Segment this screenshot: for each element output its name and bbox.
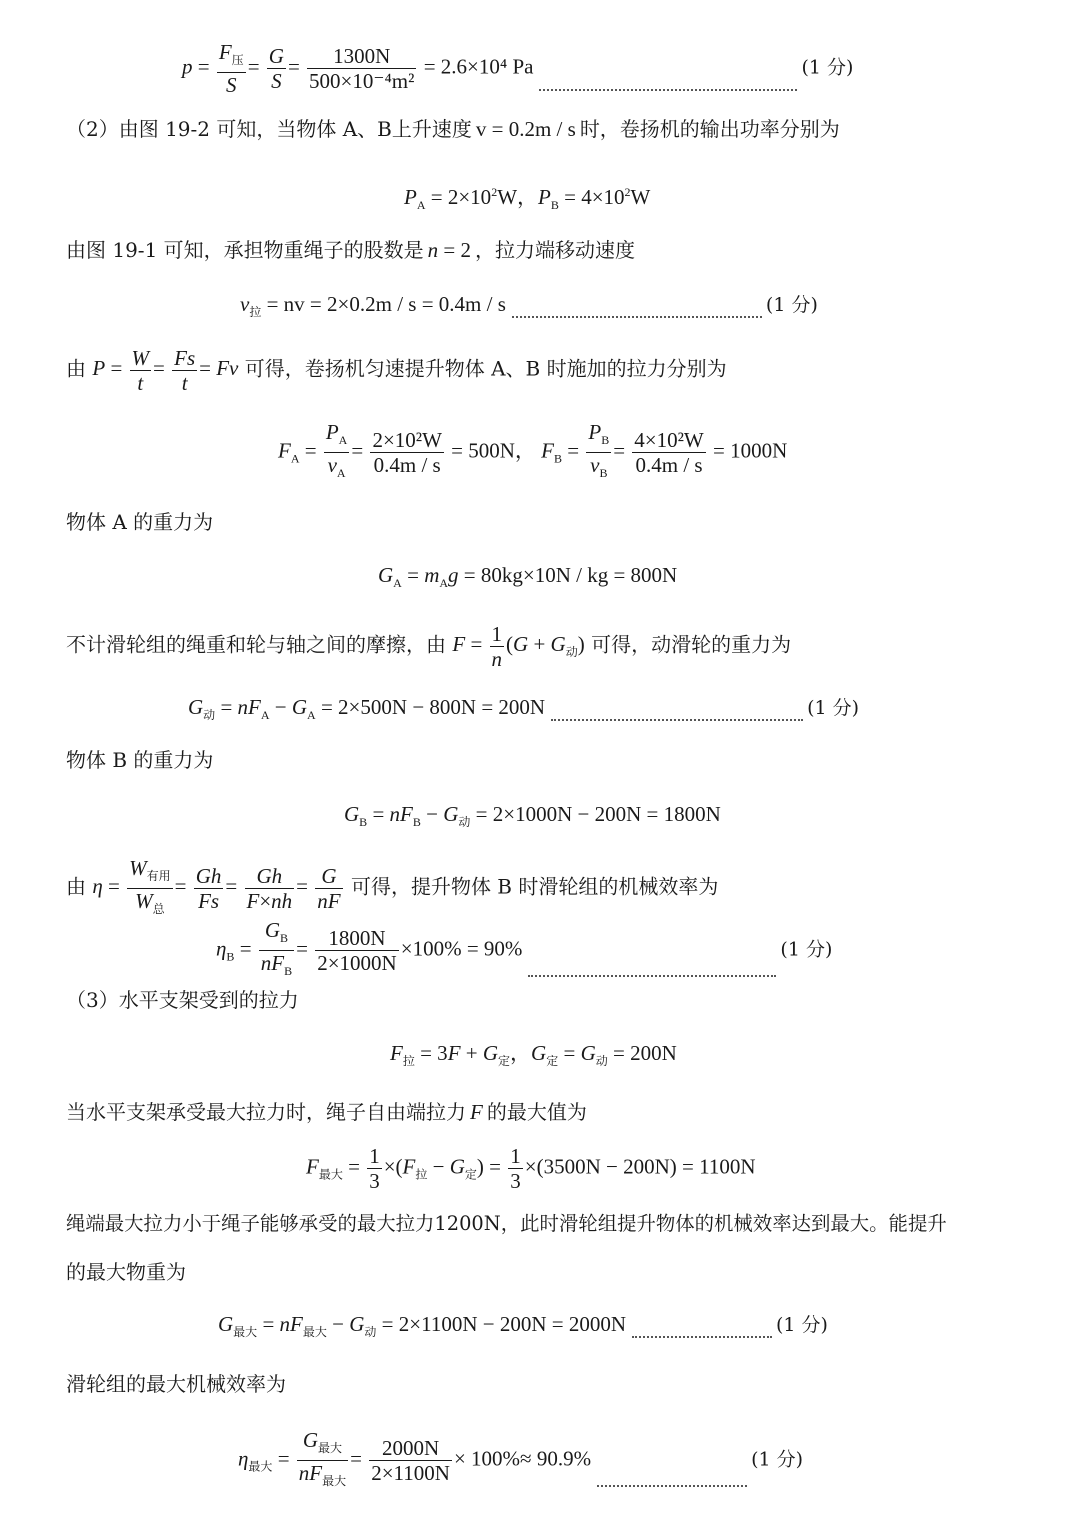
force-values: $F_A$ = $\frac{P_A}{v_A}$ = $\frac{\text{2×10²W}}{0.4m / s}$ = 500N， $F_B$ = $\frac{P_B}{v_B}$ = $\frac{\text{4×10²W}}{0.4m / s}$ = 1000N — [278, 420, 788, 480]
max-force-intro: 当水平支架承受最大拉力时，绳子自由端拉力 F 的最大值为 — [66, 1100, 587, 1124]
power-values: $P_A = 2\times 10^2W$，$P_B = 4\times 10^2W$ — [404, 185, 651, 212]
max-weight: $G_{最大} = nF_{最大} - G_动 = 2\times 1100N - 200N = 2000N$ (1 分) — [218, 1312, 828, 1339]
gravity-B-label: 物体 B 的重力为 — [66, 748, 214, 772]
rope-compare: 绳端最大拉力小于绳子能够承受的最大拉力1200N，此时滑轮组提升物体的机械效率达到最大。能提升 — [66, 1212, 947, 1235]
pulley-intro: 不计滑轮组的绳重和轮与轴之间的摩擦，由 F = $\frac{1}{n}$ $(G + G_动)$ 可得，动滑轮的重力为 — [66, 622, 792, 671]
pressure-equation: p = $F_压$ S = $\frac{G}{S}$ = $\frac{1300N}{\text{500×10⁻⁴m²}}$ = 2.6×10⁴ Pa (1 分) — [182, 40, 854, 97]
rope-count: 由图 19-1 可知，承担物重绳子的股数是 n = 2 ，拉力端移动速度 — [66, 238, 635, 262]
part2-intro: （2）由图 19-2 可知，当物体 A、B上升速度 v = 0.2m / s 时，卷扬机的输出功率分别为 — [66, 117, 840, 141]
pull-speed: $v_拉$ = nv = 2×0.2m / s = 0.4m / s (1 分) — [240, 292, 818, 319]
max-eff-label: 滑轮组的最大机械效率为 — [66, 1372, 286, 1396]
efficiency-formula: 由 η = $W_{有用}$ $W_总$ = $\frac{Gh}{Fs}$ = $\frac{Gh}{F\times nh}$ = $\frac{G}{nF}$ 可得，提升物体 B 时滑轮组的机械效率为 — [66, 856, 719, 916]
rope-compare-2: 的最大物重为 — [66, 1260, 186, 1284]
efficiency-B: $\eta_B$ = $G_B$ $nF_B$ = $\frac{1800N}{2\times 1000N}$ ×100% = 90% (1 分) — [216, 918, 833, 978]
gravity-A: $G_A = m_Ag = 80kg\times 10N$ / kg = 800N — [378, 563, 678, 590]
max-efficiency: $\eta_{最大}$ = $G_{最大}$ $nF_{最大}$ = $\frac{2000N}{2\times 1100N}$ × 100%≈ 90.9% (1 分) — [238, 1428, 804, 1488]
support-force: $F_拉 = 3F + G_定$，$G_定 = G_动 = 200N$ — [390, 1041, 677, 1068]
power-formula: 由 P = $\frac{W}{t}$ = $\frac{Fs}{t}$ = Fv 可得，卷扬机匀速提升物体 A、B 时施加的拉力分别为 — [66, 346, 727, 395]
max-force: $F_{最大}$ = $\frac{1}{3}$ $\times(F_拉 - G_定)$ = $\frac{1}{3}$ ×(3500N − 200N) = 1100N — [306, 1144, 756, 1193]
gravity-B: $G_B = nF_B - G_动 = 2\times 1000N - 200N = 1800N$ — [344, 802, 721, 829]
moving-pulley-weight: $G_动 = nF_A - G_A = 2\times 500N - 800N = 200N$ (1 分) — [188, 695, 860, 722]
part3-intro: （3）水平支架受到的拉力 — [66, 988, 299, 1012]
gravity-A-label: 物体 A 的重力为 — [66, 510, 214, 534]
